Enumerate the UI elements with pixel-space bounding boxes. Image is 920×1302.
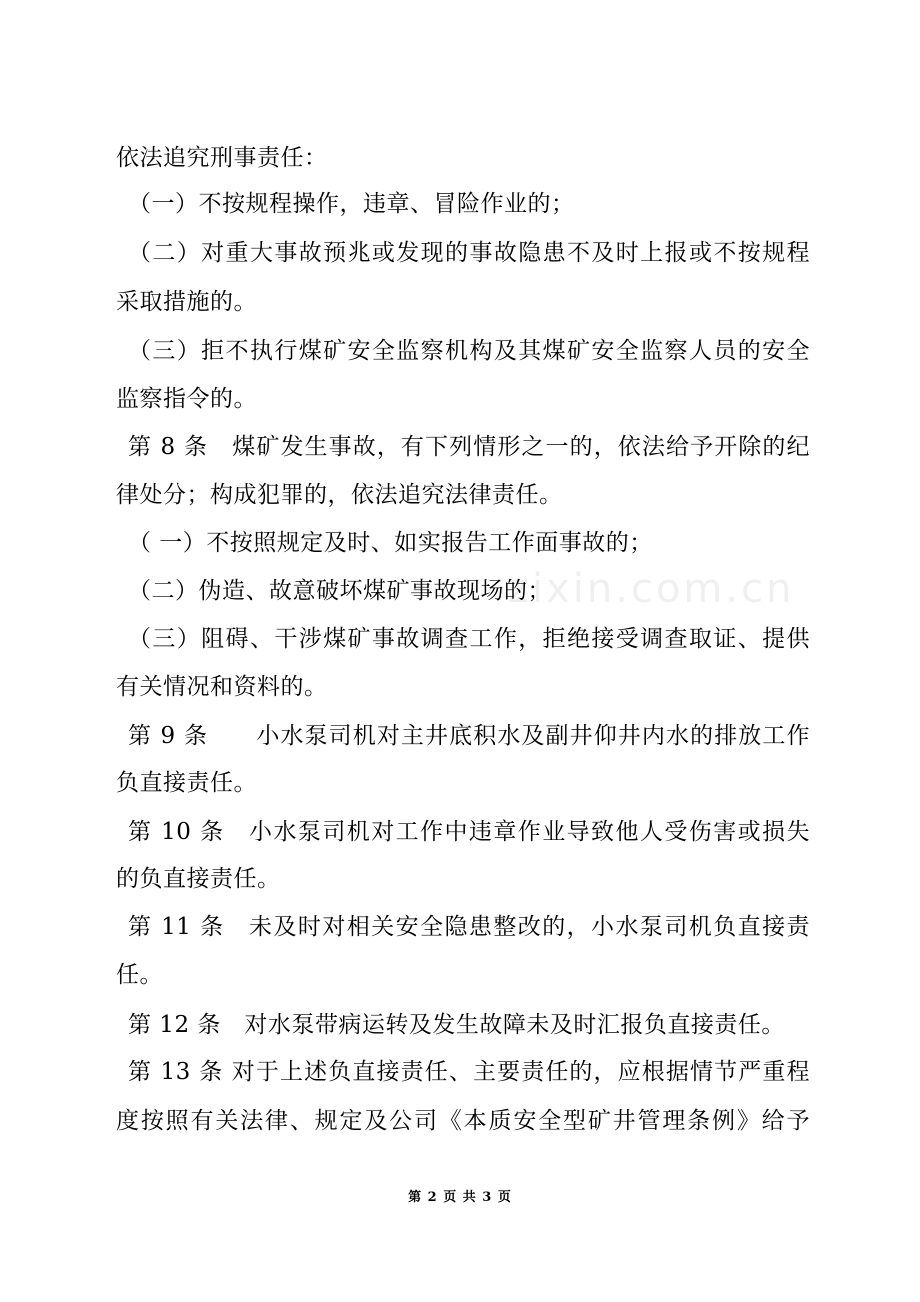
- text-line: 度按照有关法律、规定及公司《本质安全型矿井管理条例》给予: [116, 1108, 810, 1134]
- text-line: 第 13 条 对于上述负直接责任、主要责任的，应根据情节严重程: [128, 1059, 810, 1085]
- text-line: 第 12 条 对水泵带病运转及发生故障未及时汇报负直接责任。: [128, 1012, 785, 1038]
- watermark: zixin.com.cn: [508, 566, 795, 612]
- page-footer: 第 2 页 共 3 页: [408, 1190, 512, 1205]
- text-line: 负直接责任。: [116, 770, 257, 796]
- text-line: （ 一）不按照规定及时、如实报告工作面事故的；: [128, 530, 653, 556]
- text-line: 有关情况和资料的。: [116, 674, 328, 700]
- text-line: 第 10 条 小水泵司机对工作中违章作业导致他人受伤害或损失: [128, 819, 810, 845]
- text-line: 监察指令的。: [116, 386, 257, 412]
- text-line: 第 9 条 小水泵司机对主井底积水及副井仰井内水的排放工作: [128, 723, 810, 749]
- text-line: （一）不按规程操作，违章、冒险作业的；: [128, 191, 575, 217]
- text-line: 任。: [116, 962, 163, 988]
- text-line: （二）伪造、故意破坏煤矿事故现场的；: [128, 578, 551, 604]
- text-line: （三）拒不执行煤矿安全监察机构及其煤矿安全监察人员的安全: [128, 338, 810, 364]
- text-line: 的负直接责任。: [116, 866, 281, 892]
- text-line: （三）阻碍、干涉煤矿事故调查工作，拒绝接受调查取证、提供: [128, 626, 810, 652]
- text-line: （二）对重大事故预兆或发现的事故隐患不及时上报或不按规程: [128, 240, 810, 266]
- text-line: 律处分；构成犯罪的，依法追究法律责任。: [116, 482, 563, 508]
- text-line: 采取措施的。: [116, 289, 257, 315]
- text-line: 依法追究刑事责任：: [116, 145, 328, 171]
- text-line: 第 11 条 未及时对相关安全隐患整改的，小水泵司机负直接责: [128, 914, 810, 940]
- text-line: 第 8 条 煤矿发生事故，有下列情形之一的，依法给予开除的纪: [128, 434, 810, 460]
